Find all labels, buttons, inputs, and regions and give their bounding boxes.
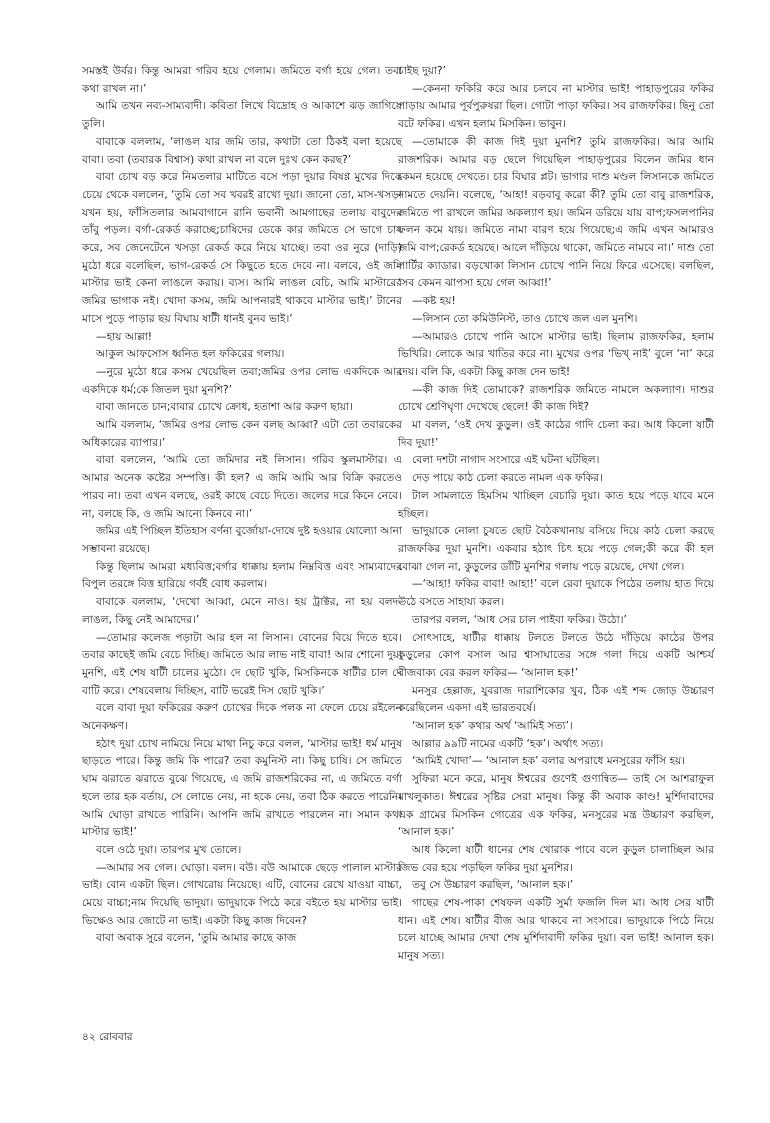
paragraph: হঠাৎ দুয়া চোখ নামিয়ে নিয়ে মাথা নিচু করে বলল, ‘মাস্টার ভাই! ধর্ম মানুষ ছাড়তে পারে। কিন্তু জমি কি পারে? তবা কমুনিস্ট না। কিছু চাষি। সে জমিতে ঘাম ঝরাতে ঝরাতে বুঝে গিয়েছে, এ জমি রাজশরিকের না, এ জমিতে বর্গা হলে তার হক বর্তায়, সে লোভে নেয়, না হকে নেয়, তবা ঠিক করতে পারেনি। আমি ঘোড়া রাখতে পারিনি। আপনি জমি রাখতে পারলেন না। সমান কথা মাস্টার ভাই!’ — [82, 737, 402, 839]
paragraph: —হায় আল্লা! — [96, 330, 153, 343]
paragraph: তারপর বলল, ‘আধ সের চাল পাইবা ফকির। উঠো।’ — [412, 613, 627, 626]
paragraph: ‘আনাল হক’ কথার অর্থ ‘আমিই সত্য’। — [412, 720, 573, 733]
paragraph: বাবা বললেন, ‘আমি তো জমিদার নই লিসান। গরিব স্কুলমাস্টার। এ আমার অনেক কষ্টের সম্পত্তি। কী হল? এ জমি আমি আর বিক্রি করতেও পারব না। তবা এখন বলছে, ওরই কাছে বেচে দিতে। জলের দরে কিনে নেবে। না, বলছে কি, ও জমি আন্যে কিনবে না।’ — [82, 454, 402, 520]
paragraph: আমি বললাম, ‘জমির ওপর লোভ কেন বলছ আব্বা? এটা তো তবারকের অধিকারের ব্যাপার।’ — [82, 419, 402, 449]
paragraph: —আমার সব গেল। ঘোড়া। বলদ। বউ। বউ আমাকে ছেড়ে পালাল মাস্টার ভাই। বোন একটা ছিল। গোখরোয় নিয়েছে। এটি, বোনের রেখে যাওয়া বাচ্চা, মেয়ে বাচ্চা;নাম দিয়েছি ভাদুয়া। ভাদুয়াকে পিঠে করে বইতে হয় মাস্টার ভাই। ভিক্ষেও আর জোটে না ভাই। একটা কিছু কাজ দিবেন? — [82, 861, 402, 927]
paragraph: বাবা চোখ বড় করে নিমতলার মাটিতে বসে পড়া দুয়ার বিষণ্ণ মুখের দিকে চেয়ে থেকে বললেন, ‘তুমি তো সব খবরই রাখো দুয়া। জানো তো, মাস-খসড়া যখন হয়, ফাঁসিতলার আমবাগানে রানি ভবানী আমগাছের তলায় বাবুদের তাঁবু পড়ল। বর্গা-রেকর্ড করাচ্ছে;চাষিদের ডেকে কার জমিতে সে ভাগে চাষ করে, সব জেনেটেনে খসড়া রেকর্ড করে নিয়ে যাচ্ছে। তবা ওর নুরে (দাড়ি) মুঠো ধরে বলেছিল, ভাগ-রেকর্ড সে কিছুতে হতে দেবে না। বলবে, ওই জমি মাস্টার ভাই কেনা লাঙলে করায়। ব্যস। আমি লাঙল বেচি, আমি মাস্টারের জমির ভাগাক নই। খোদা কসম, জমি আপনারই থাকবে মাস্টার ভাই।’ টানের মাসে পুড়ে পাড়ার ছয় বিঘায় ষাটী ধানই বুনব ভাই।’ — [82, 171, 402, 325]
paragraph: চাইছ দুয়া?’ — [398, 65, 446, 77]
page-footer: ৪২ রোববার — [82, 1031, 133, 1043]
paragraph: টাল সামলাতে হিমসিম খাচ্ছিল বেচারি দুয়া। কাত হয়ে পড়ে যাবে মনে হচ্ছিল। — [398, 489, 714, 520]
paragraph: দেড় পায়ে কাঠ চেলা করতে নামল এক ফকির। — [412, 472, 603, 485]
paragraph: —কষ্ট হয়! — [412, 295, 456, 308]
paragraph: বলে বাবা দুয়া ফকিরের করুণ চোখের দিকে পলক না ফেলে চেয়ে রইলেন অনেকক্ষণ। — [82, 702, 402, 733]
paragraph: বেলা দশটা নাগাদ সংসারে এই ঘটনা ঘটছিল। — [412, 454, 600, 467]
paragraph: কিন্তু ছিলাম আমরা মধ্যবিত্ত;বর্গার ধাক্কায় হলাম নিম্নবিত্ত এবং সাম্যবাদের বিপুল তরঙ্গে বিত্ত হারিয়ে গর্বই বোধ করলাম। — [82, 560, 402, 591]
paragraph: —নুরে মুঠো ধরে কসম খেয়েছিল তবা;জমির ওপর লোভ একদিকে আর একদিকে ধর্ম;কে জিতল দুয়া মুনশি?’ — [82, 365, 402, 396]
paragraph: —লিসান তো কমিউনিস্ট, তাও চোখে জল এল মুনশি। — [412, 312, 638, 325]
left-column — [82, 63, 402, 948]
paragraph: —তোমাকে কী কাজ দিই দুয়া মুনশি? তুমি রাজফকির। আর আমি রাজশরিক। আমার বড় ছেলে গিয়েছিল পাহাড়পুরের বিলেন জমির ধান কেমন হয়েছে দেখতে। চার বিঘার প্লট। ভাগার দাশু মণ্ডল লিসানকে জমিতে নামতে দেয়নি। বলেছে, ‘আহা! বড়বাবু করো কী? তুমি তো বাবু রাজশরিক, জমিতে পা রাখলে জমির অকল্যাণ হয়। জমিন ডরিয়ে যায় বাপ;ফসলপানির ফলন কমে যায়। জমিতে নামা বারণ হয়ে গিয়েছে;এ জমি এখন আমারও জমি বাপ;রেকর্ড হয়েছে। আলে দাঁড়িয়ে থাকো, জমিতে নামবে না।’ দাশু তো পার্টির ক্যাডার। বড়খোকা লিসান চোখে পানি নিয়ে ফিরে এসেছে। বলছিল, ‘সব কেমন ঝাপসা হয়ে গেল আব্বা!’ — [398, 135, 714, 290]
paragraph: —‘আহা! ফকির বাবা! আহা!’ বলে রেবা দুয়াকে পিঠের তলায় হাত দিয়ে উঠে বসতে সাহায্য করল। — [398, 578, 714, 609]
paragraph: বলে ওঠে দুয়া। তারপর মুখ তোলে। — [96, 843, 242, 856]
paragraph: সমস্তই উর্বর। কিন্তু আমরা গরিব হয়ে গেলাম। জমিতে বর্গা হয়ে গেল। তবা কথা রাখল না।’ — [82, 65, 402, 95]
paragraph: সোৎসাহে, ষাটীর ধাক্কায় টলতে টলতে উঠে দাঁড়িয়ে কাঠের উপর কুড়ুলের কোপ বসাল আর শ্বাসাঘাতের সঙ্গে গলা দিয়ে একটি আশ্চর্য বীজবাক্য বের করল ফকির— ‘আনাল হক!’ — [398, 631, 714, 679]
paragraph: আকুল আফসোস ধ্বনিত হল ফকিরের গলায়। — [96, 348, 285, 361]
paragraph: সুফিরা মনে করে, মানুষ ঈশ্বরের গুণেই গুণান্বিত— তাই সে আশরাফুল মাখলুকাত। ঈশ্বরের সৃষ্টির সেরা মানুষ। কিন্তু কী অবাক কাণ্ড! মুর্শিদাবাদের এক গ্রামের মিসকিন গোত্রের এক ফকির, মনসুরের মন্ত্র উচ্চারণ করছিল, ‘আনাল হক।’ — [398, 773, 714, 839]
paragraph: গাছের শেষ-পাকা শেষফল একটি সুর্মা ফজলি দিল মা। আধ সের ষাটী ধান। এই শেষ। ষাটীর বীজ আর থাকবে না সংসারে। ভাদুয়াকে পিঠে নিয়ে চলে যাচ্ছে আমার দেখা শেষ মুর্শিদাবাদী ফকির দুয়া। বল ভাই! আনাল হক। মানুষ সত্য। — [398, 897, 714, 963]
paragraph: ভাদুয়াকে নোলা চুষতে ছোট বৈঠকখানায় বসিয়ে দিয়ে কাঠ চেলা করছে রাজফকির দুয়া মুনশি। একবার হঠাৎ চিৎ হয়ে পড়ে গেল;কী করে কী হল বোঝা গেল না, কুড়ুলের ডাঁটি মুনশির গলায় পড়ে রয়েছে, দেখা গেল। — [398, 525, 714, 573]
paragraph: বাবাকে বললাম, ‘দেখো আব্বা, মেনে নাও। হয় ট্রাক্টর, না হয় বলদ-লাঙল, কিছু নেই আমাদের।’ — [82, 596, 402, 626]
paragraph: বাবাকে বললাম, ‘লাঙল যার জমি তার, কথাটা তো ঠিকই বলা হয়েছে বাবা। তবা (তবারক বিশ্বাস) কথা রাখল না বলে দুঃখ কেন করছ?’ — [82, 135, 402, 166]
paragraph: ‘আমিই খোদা’— ‘আনাল হক’ বলার অপরাধে মনসুরের ফাঁসি হয়। — [412, 755, 686, 768]
paragraph: বাবা জানতে চান;বাবার চোখে ক্রোধ, হতাশা আর করুণ ছায়া। — [96, 401, 353, 414]
paragraph: আমি তখন নব্য-সাম্যবাদী। কবিতা লিখে বিদ্রোহ ও আকাশে ঝড় জাগিয়ে তুলি। — [82, 100, 402, 131]
paragraph: আধ কিলো ষাটী ধানের শেষ খোরাক পাবে বলে কুড়ুল চালাচ্ছিল আর জিভ বের হয়ে পড়ছিল ফকির দুয়া মুনশির। — [398, 843, 714, 874]
paragraph: —আমারও চোখে পানি আসে মাস্টার ভাই। ছিলাম রাজফকির, হলাম ভিখিরি। লোকে আর খাতির করে না। মুখের ওপর ‘ভিখ্‌ নাই’ বুলে ‘না’ করে দেয়। বলি কি, একটা কিছু কাজ দেন ভাই! — [398, 330, 714, 378]
paragraph: মনসুর হেল্লাজ, যুবরাজ দারাশিকোর খুব, ঠিক এই শব্দ জোড় উচ্চারণ করেছিলেন একদা এই ভারতবর্ষে। — [398, 684, 714, 715]
paragraph: বাবা অবাক সুরে বলেন, ‘তুমি আমার কাছে কাজ — [96, 932, 297, 945]
paragraph: —কী কাজ দিই তোমাকে? রাজশরিক জমিতে নামলে অকল্যাণ। দাশুর চোখে শ্রেণিঘৃণা দেখেছে ছেলে! কী কাজ দিই? — [398, 383, 714, 414]
paragraph: জমির এই পিচ্ছিল ইতিহাস বর্ণনা বুর্জোয়া-দোষে দুষ্ট হওয়ার যোল্যো আনা সম্ভাবনা রয়েছে। — [82, 525, 402, 555]
paragraph: —তোমার কলেজ পড়াটা আর হল না লিসান। বোনের বিয়ে দিতে হবে। তবার কাছেই জমি বেচে দিচ্ছি। জমিতে আর লাভ নাই বাবা! আর শোনো দুয়া মুনশি, এই শেষ ষাটী চালের মুঠো। দে ছোট খুকি, মিসকিনকে ষাটীর চাল দে বাটি করে। শেষবেলায় দিচ্ছিস, বাটি ভরেই দিস ছোট খুকি।’ — [82, 631, 402, 697]
right-column — [398, 63, 714, 966]
paragraph: তবু সে উচ্চারণ করছিল, ‘আনাল হক।’ — [412, 879, 574, 892]
paragraph: মা বলল, ‘ওই দেখ কুড়ুল। ওই কাঠের গাদি চেলা কর। আধ কিলো ষাটী দিব দুয়া!’ — [398, 419, 714, 449]
paragraph: —কেননা ফকিরি করে আর চলবে না মাস্টার ভাই! পাহাড়পুরের ফকির পাড়ায় আমার পূর্বপুরুষরা ছিল। গোটা পাড়া ফকির। সব রাজফকির। ছিনু তো বটে ফকির। এখন হলাম মিসকিন। ভাবুন। — [398, 82, 714, 131]
paragraph: আল্লার ৯৯টি নামের একটি ‘হক’। অর্থাৎ সত্য। — [412, 737, 604, 750]
